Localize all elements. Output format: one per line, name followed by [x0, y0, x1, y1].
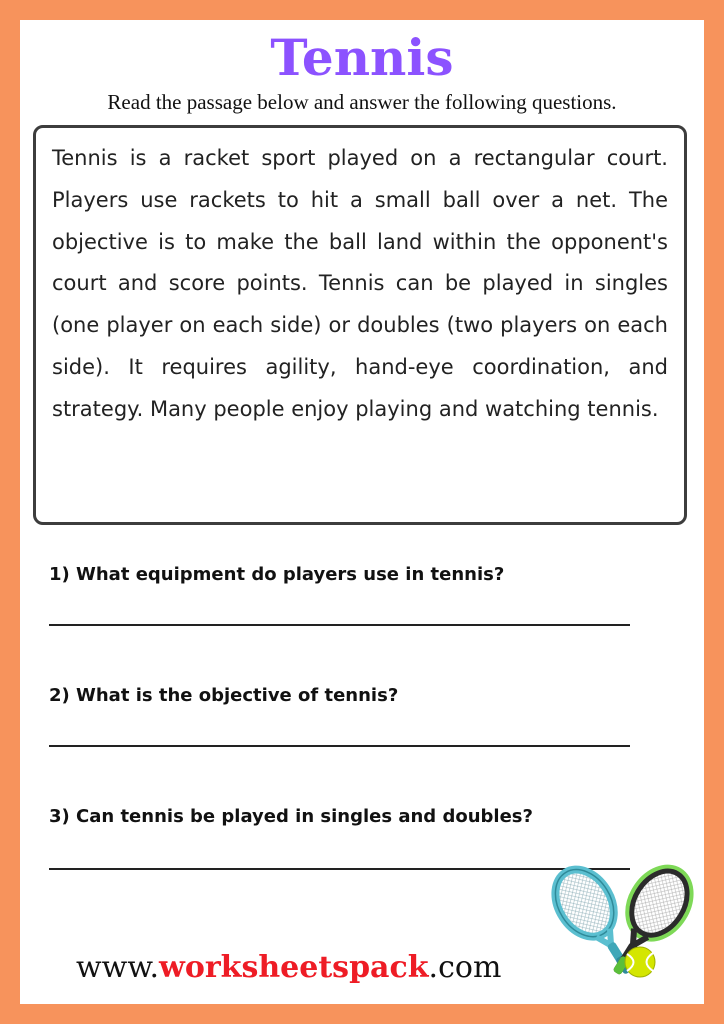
passage-text: Tennis is a racket sport played on a rectangular court. Players use rackets to hit a small ball over a net. The objective is to make the ball land within the opponent's court and score points. Tennis can be played in singles (one player on each side) or doubles (two players on each side). It requires agility, hand-eye coordination, and strategy. Many people enjoy playing and watching tennis. [52, 146, 668, 421]
footer-brand: worksheetspack [159, 950, 429, 985]
question-3: 3) Can tennis be played in singles and doubles? [49, 806, 533, 827]
question-2: 2) What is the objective of tennis? [49, 685, 399, 706]
answer-line-2[interactable] [49, 745, 630, 747]
answer-line-1[interactable] [49, 624, 630, 626]
instructions-text: Read the passage below and answer the following questions. [107, 90, 617, 114]
question-1: 1) What equipment do players use in tennis? [49, 564, 505, 585]
website-footer[interactable] [76, 948, 501, 988]
tennis-rackets-icon [540, 853, 704, 987]
worksheet-title: Tennis [270, 28, 454, 87]
passage-box [33, 125, 687, 525]
footer-prefix: www. [76, 950, 160, 985]
tennis-ball [625, 947, 655, 977]
footer-suffix: .com [428, 950, 502, 985]
